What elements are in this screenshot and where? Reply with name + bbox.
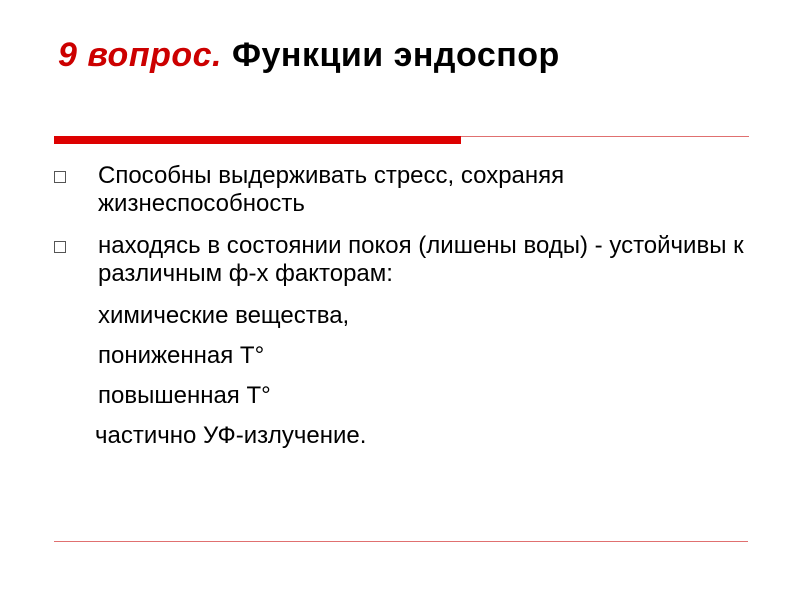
hollow-square-icon — [54, 171, 66, 183]
sub-item: пониженная Т° — [98, 342, 265, 369]
sub-item: повышенная Т° — [98, 382, 271, 409]
title-underline-thick — [54, 136, 461, 144]
hollow-square-icon — [54, 241, 66, 253]
slide-content — [54, 162, 754, 450]
bullet-text: находясь в состоянии покоя (лишены воды) - устойчивы к различным ф-х факторам: — [98, 232, 744, 287]
slide-title — [58, 36, 560, 75]
title-underline-thin — [461, 136, 749, 137]
bullet-item — [54, 162, 754, 218]
title-text: Функции эндоспор — [231, 36, 560, 74]
sub-item: химические вещества, — [98, 302, 350, 329]
bullet-text: Способны выдерживать стресс, сохраняя жизнеспособность — [98, 162, 565, 217]
footer-rule — [54, 541, 748, 542]
sub-item: частично УФ-излучение. — [95, 422, 367, 449]
bullet-item — [54, 232, 754, 288]
question-number: 9 вопрос. — [58, 36, 222, 74]
